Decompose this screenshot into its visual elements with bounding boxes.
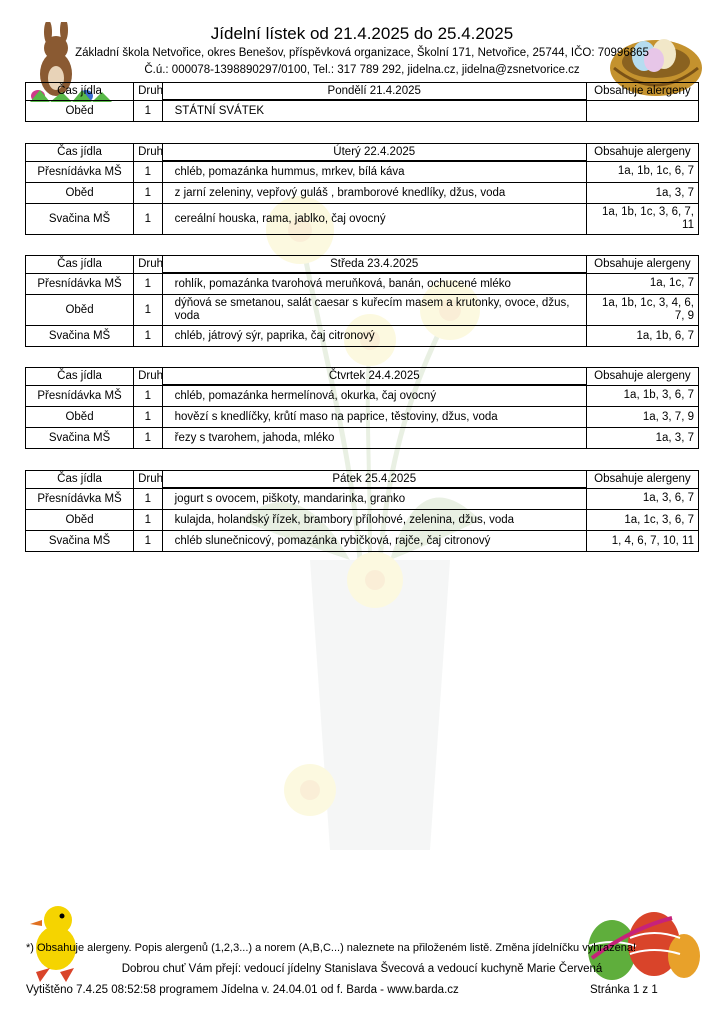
meal-allergens: 1a, 1c, 3, 6, 7: [586, 510, 698, 531]
meal-druh: 1: [134, 428, 163, 449]
day-title: Středa 23.4.2025: [162, 256, 586, 274]
table-row: [26, 100, 699, 122]
table-row: [26, 161, 699, 183]
column-allergens-header: Obsahuje alergeny: [586, 83, 698, 101]
meal-druh: 1: [134, 204, 163, 235]
meal-time: Oběd: [26, 100, 134, 122]
column-time-header: Čas jídla: [26, 368, 134, 386]
meal-allergens: 1a, 3, 6, 7: [586, 488, 698, 510]
meal-description: kulajda, holandský řízek, brambory přílohové, zelenina, džus, voda: [162, 510, 586, 531]
meal-druh: 1: [134, 510, 163, 531]
meal-druh: 1: [134, 488, 163, 510]
meal-time: Oběd: [26, 510, 134, 531]
meal-time: Přesnídávka MŠ: [26, 488, 134, 510]
column-druh-header: Druh: [134, 368, 163, 386]
meal-allergens: 1a, 3, 7, 9: [586, 407, 698, 428]
meal-time: Oběd: [26, 295, 134, 326]
column-allergens-header: Obsahuje alergeny: [586, 256, 698, 274]
meal-time: Svačina MŠ: [26, 326, 134, 347]
table-row: [26, 295, 699, 326]
meal-time: Oběd: [26, 407, 134, 428]
column-time-header: Čas jídla: [26, 144, 134, 162]
page-number: Stránka 1 z 1: [590, 984, 658, 996]
column-allergens-header: Obsahuje alergeny: [586, 368, 698, 386]
table-row: [26, 531, 699, 552]
table-row: [26, 326, 699, 347]
day-table-thursday: [25, 367, 699, 449]
table-row: [26, 428, 699, 449]
day-title: Pátek 25.4.2025: [162, 471, 586, 489]
meal-druh: 1: [134, 183, 163, 204]
contact-info: Č.ú.: 000078-1398890297/0100, Tel.: 317 789 292, jidelna.cz, jidelna@zsnetvorice.cz: [144, 64, 580, 76]
meal-description: rohlík, pomazánka tvarohová meruňková, banán, ochucené mléko: [162, 273, 586, 295]
day-table-wednesday: [25, 255, 699, 347]
meal-druh: 1: [134, 531, 163, 552]
day-table-monday: [25, 82, 699, 122]
column-druh-header: Druh: [134, 256, 163, 274]
meal-description: chléb, pomazánka hummus, mrkev, bílá káva: [162, 161, 586, 183]
day-table-tuesday: [25, 143, 699, 235]
meal-description: jogurt s ovocem, piškoty, mandarinka, granko: [162, 488, 586, 510]
day-table-friday: [25, 470, 699, 552]
meal-druh: 1: [134, 100, 163, 122]
column-time-header: Čas jídla: [26, 83, 134, 101]
table-row: [26, 510, 699, 531]
school-info: Základní škola Netvořice, okres Benešov, příspěvková organizace, Školní 171, Netvořice, 25744, IČO: 70996865: [75, 47, 649, 59]
meal-description: řezy s tvarohem, jahoda, mléko: [162, 428, 586, 449]
table-row: [26, 385, 699, 407]
meal-description: hovězí s knedlíčky, krůtí maso na paprice, těstoviny, džus, voda: [162, 407, 586, 428]
meal-allergens: 1, 4, 6, 7, 10, 11: [586, 531, 698, 552]
meal-druh: 1: [134, 295, 163, 326]
meal-time: Oběd: [26, 183, 134, 204]
meal-allergens: 1a, 3, 7: [586, 428, 698, 449]
meal-allergens: 1a, 1b, 3, 6, 7: [586, 385, 698, 407]
meal-time: Přesnídávka MŠ: [26, 273, 134, 295]
table-row: [26, 273, 699, 295]
day-title: Pondělí 21.4.2025: [162, 83, 586, 101]
column-druh-header: Druh: [134, 144, 163, 162]
day-title: Čtvrtek 24.4.2025: [162, 368, 586, 386]
meal-description: z jarní zeleniny, vepřový guláš , bramborové knedlíky, džus, voda: [162, 183, 586, 204]
meal-druh: 1: [134, 407, 163, 428]
menu-title: Jídelní lístek od 21.4.2025 do 25.4.2025: [210, 24, 514, 43]
meal-time: Svačina MŠ: [26, 428, 134, 449]
meal-description: dýňová se smetanou, salát caesar s kuřecím masem a krutonky, ovoce, džus, voda: [162, 295, 586, 326]
meal-description: STÁTNÍ SVÁTEK: [162, 100, 586, 122]
table-row: [26, 183, 699, 204]
meal-time: Přesnídávka MŠ: [26, 161, 134, 183]
meal-druh: 1: [134, 385, 163, 407]
greeting-text: Dobrou chuť Vám přejí: vedoucí jídelny Stanislava Švecová a vedoucí kuchyně Marie Červená: [121, 963, 603, 975]
meal-time: Svačina MŠ: [26, 531, 134, 552]
meal-druh: 1: [134, 161, 163, 183]
meal-description: chléb slunečnicový, pomazánka rybičková, rajče, čaj citronový: [162, 531, 586, 552]
meal-description: chléb, játrový sýr, paprika, čaj citronový: [162, 326, 586, 347]
allergen-note: *) Obsahuje alergeny. Popis alergenů (1,2,3...) a norem (A,B,C...) naleznete na přiloženém listě. Změna jídelníčku vyhrazena!: [26, 942, 636, 954]
day-title: Úterý 22.4.2025: [162, 144, 586, 162]
meal-time: Svačina MŠ: [26, 204, 134, 235]
meal-time: Přesnídávka MŠ: [26, 385, 134, 407]
column-druh-header: Druh: [134, 471, 163, 489]
meal-allergens: 1a, 1b, 1c, 6, 7: [586, 161, 698, 183]
table-row: [26, 488, 699, 510]
meal-allergens: [586, 100, 698, 122]
meal-allergens: 1a, 1b, 6, 7: [586, 326, 698, 347]
meal-allergens: 1a, 1b, 1c, 3, 4, 6, 7, 9: [586, 295, 698, 326]
print-info: Vytištěno 7.4.25 08:52:58 programem Jídelna v. 24.04.01 od f. Barda - www.barda.cz: [26, 984, 459, 996]
column-allergens-header: Obsahuje alergeny: [586, 471, 698, 489]
table-row: [26, 407, 699, 428]
meal-allergens: 1a, 3, 7: [586, 183, 698, 204]
column-allergens-header: Obsahuje alergeny: [586, 144, 698, 162]
column-time-header: Čas jídla: [26, 256, 134, 274]
column-druh-header: Druh: [134, 83, 163, 101]
meal-druh: 1: [134, 326, 163, 347]
meal-description: cereální houska, rama, jablko, čaj ovocný: [162, 204, 586, 235]
column-time-header: Čas jídla: [26, 471, 134, 489]
table-row: [26, 204, 699, 235]
meal-druh: 1: [134, 273, 163, 295]
meal-allergens: 1a, 1b, 1c, 3, 6, 7, 11: [586, 204, 698, 235]
meal-description: chléb, pomazánka hermelínová, okurka, čaj ovocný: [162, 385, 586, 407]
meal-allergens: 1a, 1c, 7: [586, 273, 698, 295]
